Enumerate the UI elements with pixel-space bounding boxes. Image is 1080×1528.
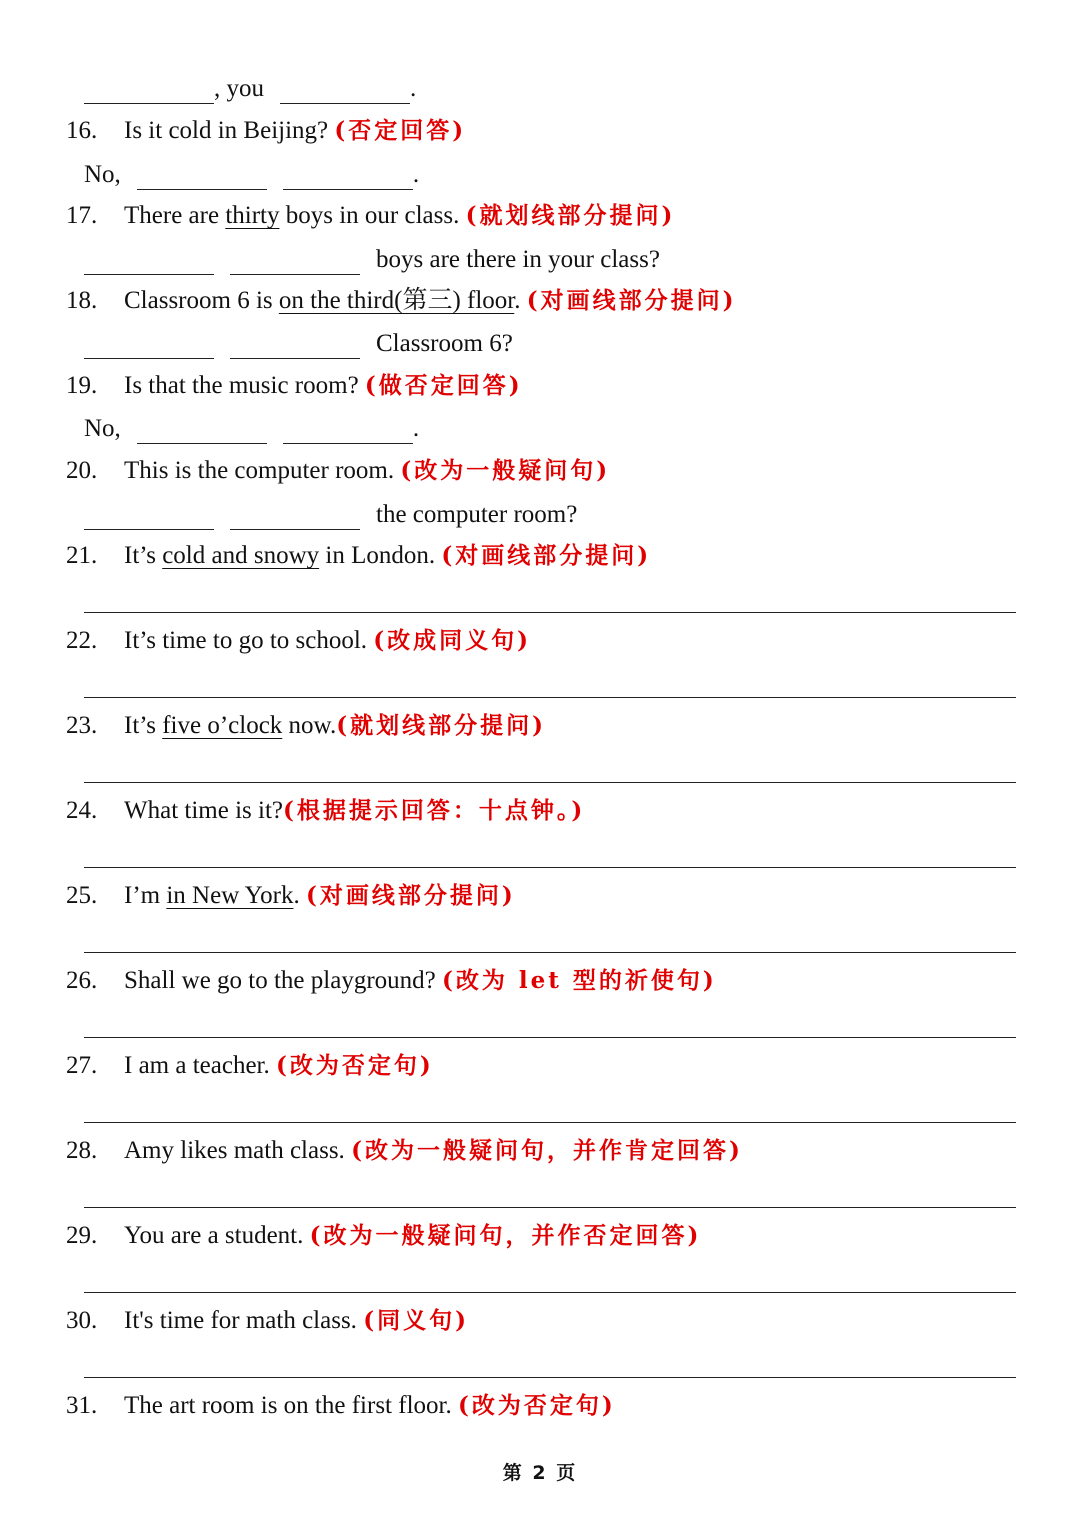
blank[interactable]	[283, 163, 413, 190]
blank[interactable]	[280, 77, 410, 104]
question-number: 27.	[66, 1052, 98, 1079]
underlined-phrase: in New York	[166, 882, 294, 909]
instruction-note: (根据提示回答：十点钟。)	[282, 797, 586, 824]
instruction-note: (对画线部分提问)	[305, 882, 516, 909]
question-28	[0, 1122, 1080, 1166]
blank[interactable]	[230, 332, 360, 359]
question-number: 24.	[66, 797, 98, 824]
question-number: 20.	[66, 457, 98, 484]
question-27	[0, 1037, 1080, 1081]
blank[interactable]	[283, 417, 413, 444]
question-text: I’m in New York. (对画线部分提问)	[124, 882, 516, 909]
answer-text: boys are there in your class?	[376, 246, 660, 273]
question-number: 22.	[66, 627, 98, 654]
answer-line-15	[0, 60, 1080, 104]
answer-line-17	[0, 231, 1080, 275]
question-text: Is that the music room? (做否定回答)	[124, 372, 523, 399]
blank[interactable]	[137, 417, 267, 444]
blank[interactable]	[84, 503, 214, 530]
underlined-phrase: five o’clock	[162, 712, 283, 739]
question-26	[0, 952, 1080, 996]
question-text: Is it cold in Beijing? (否定回答)	[124, 117, 467, 144]
question-number: 31.	[66, 1392, 98, 1419]
period: .	[412, 415, 420, 442]
underlined-phrase: cold and snowy	[162, 542, 320, 569]
question-number: 28.	[66, 1137, 98, 1164]
question-number: 23.	[66, 712, 98, 739]
question-25	[0, 867, 1080, 911]
question-text: It's time for math class. (同义句)	[124, 1307, 469, 1334]
instruction-note: (改为 let 型的祈使句)	[442, 967, 717, 994]
question-text: Classroom 6 is on the third(第三) floor. (对画线部分提问)	[124, 287, 737, 314]
answer-text: , you	[214, 75, 264, 102]
page-number: 第 2 页	[502, 1462, 578, 1484]
answer-line-18	[0, 315, 1080, 359]
blank[interactable]	[84, 248, 214, 275]
question-31	[0, 1377, 1080, 1421]
period: .	[412, 161, 420, 188]
instruction-note: (就划线部分提问)	[465, 202, 676, 229]
underlined-phrase: on the third(第三) floor	[278, 287, 515, 314]
question-text: Amy likes math class. (改为一般疑问句，并作肯定回答)	[124, 1137, 743, 1164]
question-text: What time is it?(根据提示回答：十点钟。)	[124, 797, 586, 824]
blank[interactable]	[84, 332, 214, 359]
instruction-note: (否定回答)	[334, 117, 467, 144]
question-text: It’s five o’clock now.(就划线部分提问)	[124, 712, 546, 739]
instruction-note: (改为否定句)	[276, 1052, 434, 1079]
instruction-note: (对画线部分提问)	[526, 287, 737, 314]
instruction-note: (改为一般疑问句，并作否定回答)	[309, 1222, 702, 1249]
instruction-note: (改成同义句)	[373, 627, 532, 654]
instruction-note: (做否定回答)	[364, 372, 523, 399]
question-number: 19.	[66, 372, 98, 399]
answer-prefix: No,	[84, 415, 121, 442]
question-30	[0, 1292, 1080, 1336]
question-text: I am a teacher. (改为否定句)	[124, 1052, 434, 1079]
instruction-note: (改为一般疑问句)	[400, 457, 611, 484]
question-17	[0, 187, 1080, 231]
question-16	[0, 102, 1080, 146]
period: .	[410, 75, 417, 102]
question-text: It’s time to go to school. (改成同义句)	[124, 627, 532, 654]
instruction-note: (改为一般疑问句，并作肯定回答)	[351, 1137, 743, 1164]
answer-text: the computer room?	[376, 501, 578, 528]
question-21	[0, 527, 1080, 571]
question-22	[0, 612, 1080, 656]
answer-prefix: No,	[84, 161, 121, 188]
question-text: It’s cold and snowy in London. (对画线部分提问)	[124, 542, 652, 569]
question-number: 16.	[66, 117, 98, 144]
question-text: The art room is on the first floor. (改为否定句)	[124, 1392, 616, 1419]
instruction-note: (同义句)	[363, 1307, 469, 1334]
blank[interactable]	[84, 77, 214, 104]
instruction-note: (就划线部分提问)	[336, 712, 546, 739]
instruction-note: (对画线部分提问)	[441, 542, 652, 569]
question-18	[0, 272, 1080, 316]
question-number: 26.	[66, 967, 98, 994]
question-number: 29.	[66, 1222, 98, 1249]
question-19	[0, 357, 1080, 401]
underlined-phrase: thirty	[225, 202, 280, 229]
question-number: 21.	[66, 542, 98, 569]
blank[interactable]	[230, 503, 360, 530]
question-20	[0, 442, 1080, 486]
answer-line-20	[0, 486, 1080, 530]
question-number: 30.	[66, 1307, 98, 1334]
question-number: 18.	[66, 287, 98, 314]
question-number: 17.	[66, 202, 98, 229]
question-29	[0, 1207, 1080, 1251]
question-text: There are thirty boys in our class. (就划线部分提问)	[124, 202, 676, 229]
question-text: This is the computer room. (改为一般疑问句)	[124, 457, 611, 484]
answer-text: Classroom 6?	[376, 330, 513, 357]
blank[interactable]	[230, 248, 360, 275]
question-24	[0, 782, 1080, 826]
blank[interactable]	[137, 163, 267, 190]
instruction-note: (改为否定句)	[457, 1392, 616, 1419]
answer-line-16	[0, 146, 1080, 190]
question-23	[0, 697, 1080, 741]
question-text: You are a student. (改为一般疑问句，并作否定回答)	[124, 1222, 702, 1249]
answer-line-19	[0, 400, 1080, 444]
question-text: Shall we go to the playground? (改为 let 型的祈使句)	[124, 967, 717, 994]
question-number: 25.	[66, 882, 98, 909]
